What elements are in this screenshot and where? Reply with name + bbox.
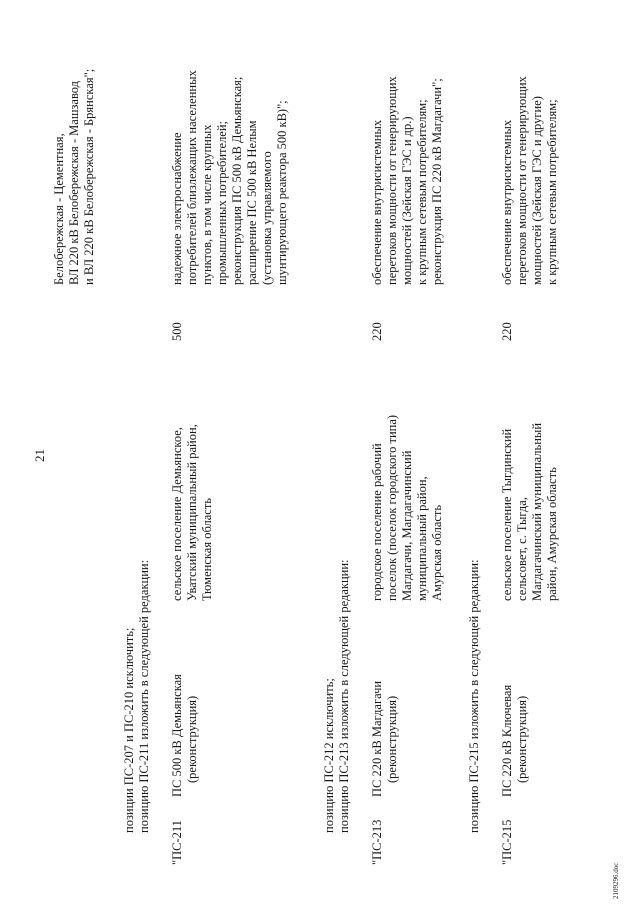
voltage-value: 220 <box>500 322 514 341</box>
instruction-text: позиции ПС-207 и ПС-210 исключить; <box>122 627 136 833</box>
object-purpose: перетоков мощности от генерирующих <box>385 76 399 285</box>
object-location: район, Амурская область <box>545 467 559 601</box>
object-location: поселок (поселок городского типа) <box>385 414 399 601</box>
object-location: сельское поселение Демьянское, <box>170 427 184 601</box>
object-name: ПС 220 кВ Ключевая <box>500 684 514 797</box>
object-name: ПС 220 кВ Магдагачи <box>370 680 384 797</box>
voltage-value: 220 <box>370 322 384 341</box>
footer-file-code: 2109296.doc <box>612 862 620 899</box>
row-id: "ПС-211 <box>170 820 184 865</box>
object-location: городское поселение рабочий <box>370 443 384 601</box>
object-location: муниципальный район, <box>415 476 429 601</box>
row-id: "ПС-213 <box>370 819 384 865</box>
object-purpose: к крупным сетевым потребителям; <box>415 99 429 285</box>
top-continuation-line: ВЛ 220 кВ Белобережская - Машзавод <box>67 80 81 285</box>
object-name: (реконструкция) <box>385 695 399 783</box>
voltage-value: 500 <box>170 322 184 341</box>
object-location: Тюменская область <box>200 498 214 601</box>
object-purpose: (установка управляемого <box>260 151 274 285</box>
object-purpose: обеспечение внутрисистемных <box>370 119 384 285</box>
object-location: сельсовет, с. Тыгда, <box>515 497 529 601</box>
top-continuation-line: и ВЛ 220 кВ Белобережская - Брянская"; <box>82 68 96 285</box>
object-name: (реконструкция) <box>185 695 199 783</box>
object-purpose: потребителей близлежащих населенных <box>185 70 199 285</box>
instruction-text: позицию ПС-211 изложить в следующей редакции: <box>137 559 151 833</box>
page-number: 21 <box>32 449 47 462</box>
object-purpose: мощностей (Зейская ГЭС и другие) <box>530 96 544 285</box>
object-purpose: шунтирующего реактора 500 кВ)"; <box>275 100 289 285</box>
row-id: "ПС-215 <box>500 819 514 865</box>
object-purpose: реконструкция ПС 220 кВ Магдагачи"; <box>430 78 444 285</box>
object-location: Уватский муниципальный район, <box>185 424 199 601</box>
object-location: Амурская область <box>430 504 444 601</box>
instruction-text: позицию ПС-212 исключить; <box>322 678 336 833</box>
object-purpose: расширение ПС 500 кВ Нелым <box>245 120 259 285</box>
object-purpose: к крупным сетевым потребителям; <box>545 99 559 285</box>
object-location: Магдагачинский муниципальный <box>530 422 544 601</box>
object-purpose: надежное электроснабжение <box>170 132 184 285</box>
instruction-text: позицию ПС-213 изложить в следующей редакции: <box>337 559 351 833</box>
object-purpose: реконструкция ПС 500 кВ Демьянская; <box>230 76 244 285</box>
object-name: ПС 500 кВ Демьянская <box>170 674 184 797</box>
object-purpose: перетоков мощности от генерирующих <box>515 76 529 285</box>
top-continuation-line: Белобережская - Цементная, <box>52 133 66 285</box>
object-purpose: обеспечение внутрисистемных <box>500 119 514 285</box>
instruction-text: позицию ПС-215 изложить в следующей редакции: <box>467 559 481 833</box>
object-purpose: пунктов, в том числе крупных <box>200 124 214 285</box>
object-location: Магдагачи, Магдагачинский <box>400 450 414 601</box>
object-location: сельское поселение Тыгдинский <box>500 428 514 601</box>
object-purpose: промышленных потребителей; <box>215 120 229 285</box>
object-name: (реконструкция) <box>515 695 529 783</box>
object-purpose: мощностей (Зейская ГЭС и др.) <box>400 116 414 285</box>
